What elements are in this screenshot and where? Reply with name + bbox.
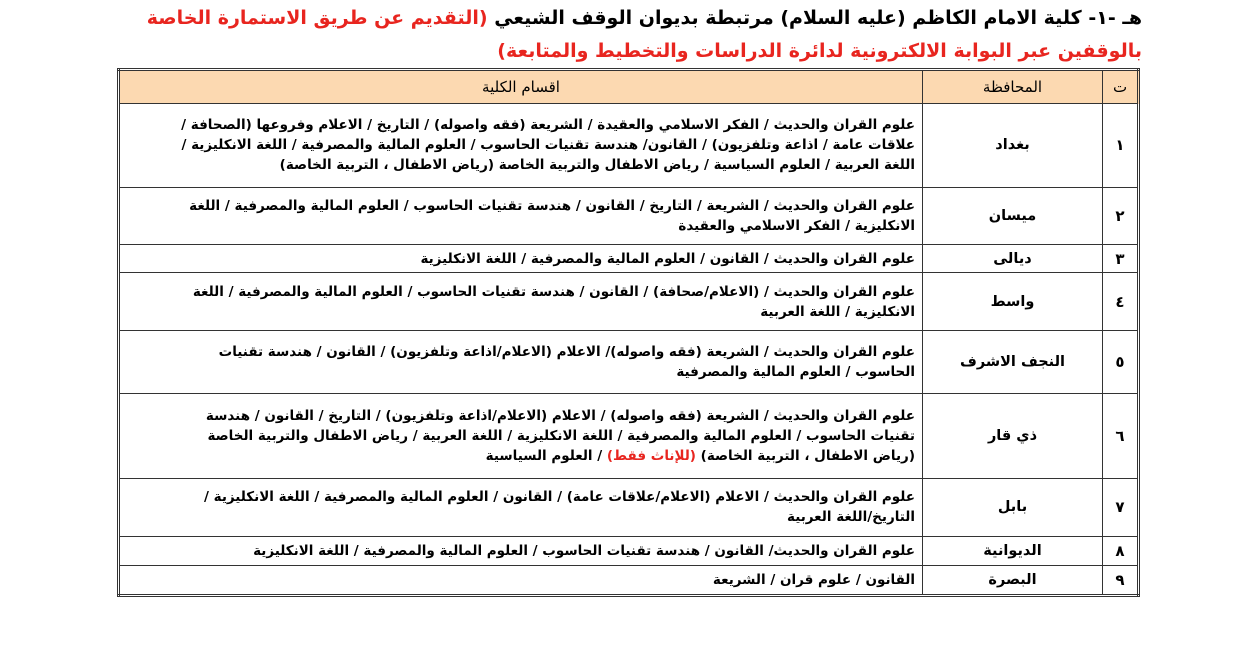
- row-departments-text: علوم القران والحديث / الشريعة (فقه واصوله) / الاعلام (الاعلام/اذاعة وتلفزيون) / التاريخ / القانون / هندسة تقنيات الحاسوب / العلوم المالية والمصرفية / اللغة الانكليزية / اللغة العربية / رياض الاطفال والتربية الخاصة (رياض الاطفال ، التربية الخاصة): [205, 408, 915, 465]
- row-governorate: النجف الاشرف: [923, 331, 1103, 393]
- females-only-note: (للإناث فقط): [606, 448, 696, 465]
- row-governorate: البصرة: [923, 565, 1103, 595]
- row-governorate: ديالى: [923, 244, 1103, 272]
- row-departments: القانون / علوم قران / الشريعة: [119, 565, 923, 595]
- table-row: [119, 244, 1139, 272]
- row-departments: علوم القران والحديث / (الاعلام/صحافة) / القانون / هندسة تقنيات الحاسوب / العلوم المالية والمصرفية / اللغة الانكليزية / اللغة العربية: [119, 273, 923, 331]
- table-row: [119, 479, 1139, 536]
- departments-table: [117, 68, 1140, 597]
- table-row: [119, 187, 1139, 244]
- table-row: [119, 565, 1139, 595]
- row-governorate: ميسان: [923, 187, 1103, 244]
- table-row: [119, 104, 1139, 187]
- table-row: [119, 393, 1139, 478]
- row-index: ٣: [1103, 244, 1139, 272]
- row-departments: علوم القران والحديث / الشريعة / التاريخ / القانون / هندسة تقنيات الحاسوب / العلوم المالية والمصرفية / اللغة الانكليزية / الفكر الاسلامي والعقيدة: [119, 187, 923, 244]
- table-row: [119, 331, 1139, 393]
- row-departments-tail: / العلوم السياسية: [485, 448, 603, 465]
- header-index: ت: [1103, 70, 1139, 104]
- table-row: [119, 273, 1139, 331]
- row-governorate: الديوانية: [923, 536, 1103, 565]
- row-index: ٧: [1103, 479, 1139, 536]
- row-index: ٦: [1103, 393, 1139, 478]
- header-governorate: المحافظة: [923, 70, 1103, 104]
- row-departments: [119, 393, 923, 478]
- row-index: ٩: [1103, 565, 1139, 595]
- row-governorate: بغداد: [923, 104, 1103, 187]
- heading-title: هـ -١- كلية الامام الكاظم (عليه السلام) مرتبطة بديوان الوقف الشيعي: [494, 7, 1142, 29]
- row-governorate: ذي قار: [923, 393, 1103, 478]
- row-index: ٨: [1103, 536, 1139, 565]
- row-departments: علوم القران والحديث / الفكر الاسلامي والعقيدة / الشريعة (فقه واصوله) / التاريخ / الاعلام وفروعها (الصحافة / علاقات عامة / اذاعة وتلفزيون) / القانون/ هندسة تقنيات الحاسوب / العلوم المالية والمصرفية / اللغة الانكليزية / اللغة العربية / العلوم السياسية / رياض الاطفال والتربية الخاصة (رياض الاطفال ، التربية الخاصة): [119, 104, 923, 187]
- row-departments: علوم القران والحديث/ القانون / هندسة تقنيات الحاسوب / العلوم المالية والمصرفية / اللغة الانكليزية: [119, 536, 923, 565]
- row-governorate: واسط: [923, 273, 1103, 331]
- row-departments: علوم القران والحديث / الاعلام (الاعلام/علاقات عامة) / القانون / العلوم المالية والمصرفية / اللغة الانكليزية / التاريخ/اللغة العربية: [119, 479, 923, 536]
- departments-table-container: [117, 68, 1140, 597]
- row-index: ٤: [1103, 273, 1139, 331]
- row-index: ٥: [1103, 331, 1139, 393]
- table-header-row: [119, 70, 1139, 104]
- row-departments: علوم القران والحديث / الشريعة (فقه واصوله)/ الاعلام (الاعلام/اذاعة وتلفزيون) / القانون / هندسة تقنيات الحاسوب / العلوم المالية والمصرفية: [119, 331, 923, 393]
- header-departments: اقسام الكلية: [119, 70, 923, 104]
- row-governorate: بابل: [923, 479, 1103, 536]
- table-row: [119, 536, 1139, 565]
- heading-note: (التقديم عن طريق الاستمارة الخاصة بالوقفين عبر البوابة الالكترونية لدائرة الدراسات والتخطيط والمتابعة): [146, 7, 1142, 62]
- section-heading: [100, 2, 1142, 68]
- row-index: ٢: [1103, 187, 1139, 244]
- row-index: ١: [1103, 104, 1139, 187]
- row-departments: علوم القران والحديث / القانون / العلوم المالية والمصرفية / اللغة الانكليزية: [119, 244, 923, 272]
